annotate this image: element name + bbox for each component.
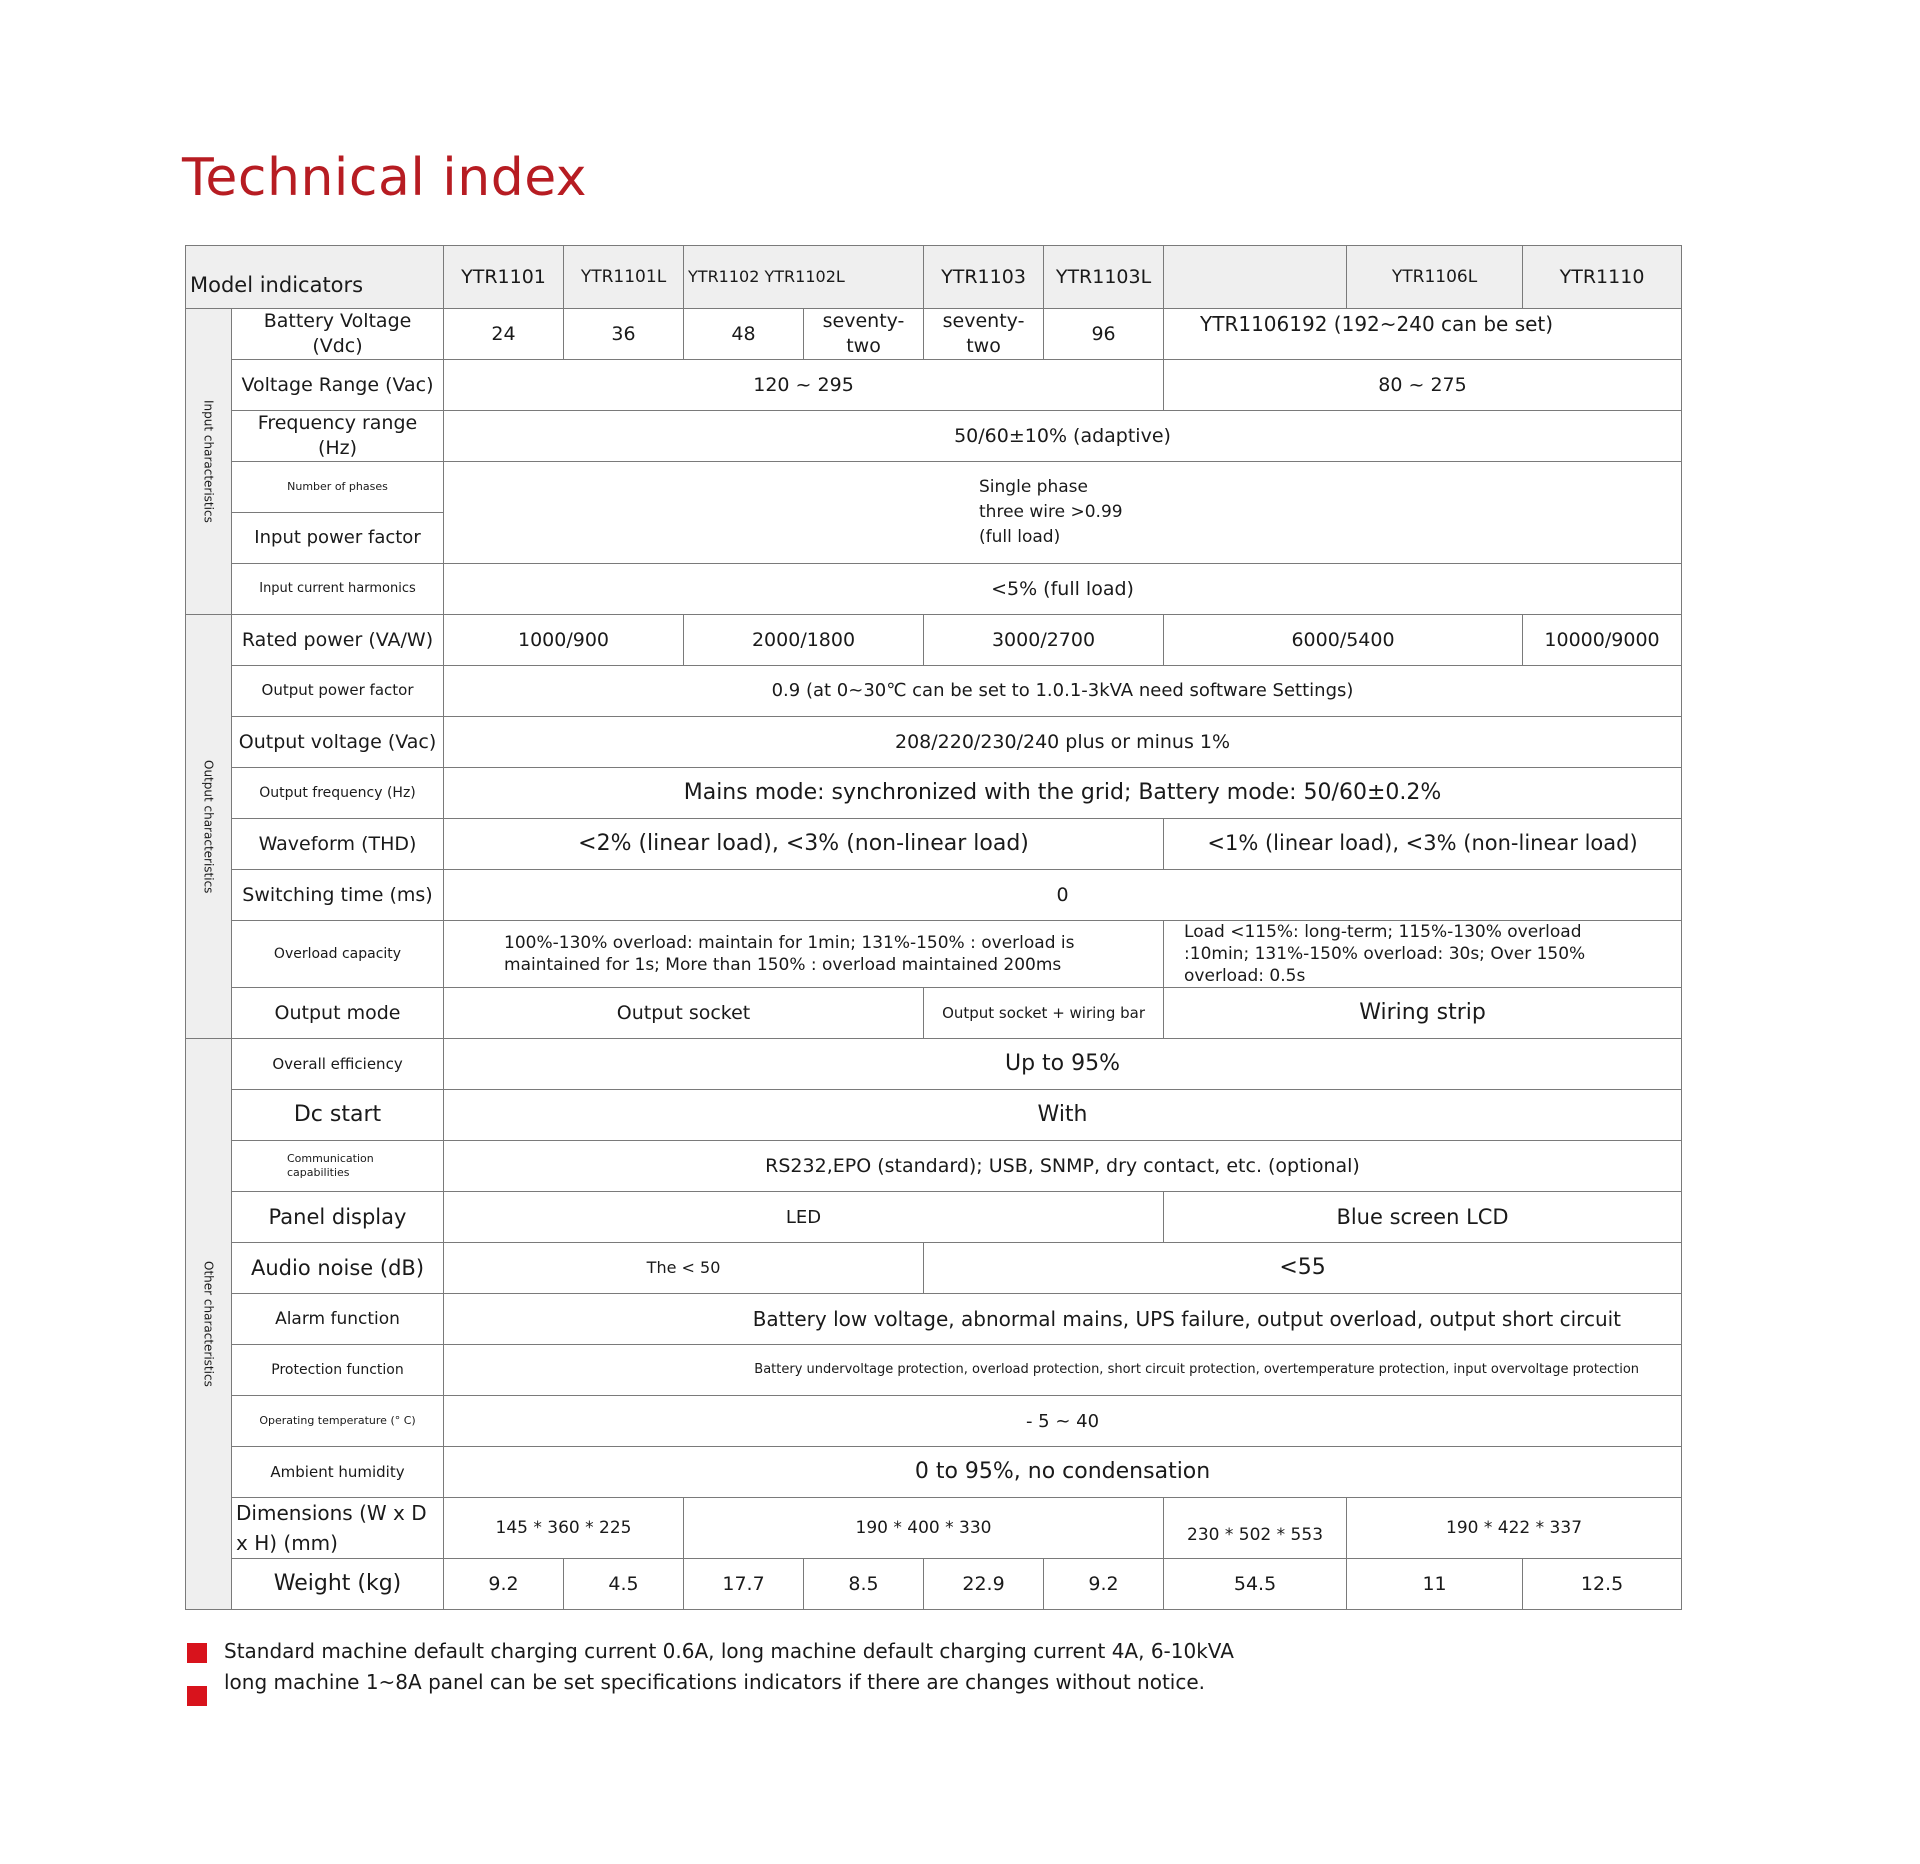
row-label: Overload capacity [232,921,444,988]
table-row [186,870,1682,921]
model-header: YTR1102 YTR1102L [684,246,924,309]
cell: 145 * 360 * 225 [444,1498,684,1559]
footnote-line: Standard machine default charging current 0.6A, long machine default charging current 4A, 6-10kVA [224,1639,1234,1663]
row-label: Weight (kg) [232,1559,444,1610]
cell: 2000/1800 [684,615,924,666]
table-row [186,1141,1682,1192]
table-row [186,360,1682,411]
cell: Load <115%: long-term; 115%-130% overload :10min; 131%-150% overload: 30s; Over 150% overload: 0.5s [1164,921,1682,988]
cell: Up to 95% [444,1039,1682,1090]
table-row [186,1559,1682,1610]
row-label: Panel display [232,1192,444,1243]
table-row [186,411,1682,462]
cell: Battery low voltage, abnormal mains, UPS failure, output overload, output short circuit [444,1294,1682,1345]
cell: 0 to 95%, no condensation [444,1447,1682,1498]
row-label: Dimensions (W x D x H) (mm) [232,1498,444,1559]
model-indicators-label: Model indicators [190,273,364,298]
row-label: Output mode [232,988,444,1039]
group-label: Input characteristics [201,400,216,523]
table-row [186,921,1682,988]
cell: Output socket + wiring bar [924,988,1164,1039]
cell: 12.5 [1523,1559,1682,1610]
cell: 230 * 502 * 553 [1164,1498,1347,1559]
cell: LED [444,1192,1164,1243]
cell: The < 50 [444,1243,924,1294]
row-label: Rated power (VA/W) [232,615,444,666]
cell: 9.2 [444,1559,564,1610]
group-output [186,615,232,1039]
row-label: Number of phases [232,462,444,513]
corner-cell [186,246,444,309]
cell: 24 [444,309,564,360]
page-title: Technical index [182,148,588,208]
cell: YTR1106192 (192~240 can be set) [1164,309,1682,360]
row-label: Overall efficiency [232,1039,444,1090]
table-row [186,462,1682,513]
cell: 50/60±10% (adaptive) [444,411,1682,462]
cell: <2% (linear load), <3% (non-linear load) [444,819,1164,870]
cell: Battery undervoltage protection, overload protection, short circuit protection, overtemperature protection, input overvoltage protection [444,1345,1682,1396]
cell: 11 [1347,1559,1523,1610]
row-label: Battery Voltage (Vdc) [232,309,444,360]
row-label: Input power factor [232,513,444,564]
cell: <5% (full load) [444,564,1682,615]
cell: 36 [564,309,684,360]
table-row [186,717,1682,768]
row-label: Frequency range (Hz) [232,411,444,462]
spec-table [185,245,1682,1610]
model-header: YTR1103L [1044,246,1164,309]
cell: RS232,EPO (standard); USB, SNMP, dry contact, etc. (optional) [444,1141,1682,1192]
table-row [186,1294,1682,1345]
row-label: Protection function [232,1345,444,1396]
cell: 80 ~ 275 [1164,360,1682,411]
table-row [186,1498,1682,1559]
cell: 100%-130% overload: maintain for 1min; 131%-150% : overload is maintained for 1s; More than 150% : overload maintained 200ms [444,921,1164,988]
table-row [186,1243,1682,1294]
cell: 8.5 [804,1559,924,1610]
cell [444,462,1682,564]
table-row [186,988,1682,1039]
table-row [186,768,1682,819]
row-label: Alarm function [232,1294,444,1345]
cell: 48 [684,309,804,360]
row-label: Waveform (THD) [232,819,444,870]
cell: 1000/900 [444,615,684,666]
cell: seventy-two [924,309,1044,360]
footnote-line: long machine 1~8A panel can be set specifications indicators if there are changes without notice. [224,1670,1206,1694]
model-header-empty [1164,246,1347,309]
row-label: Operating temperature (° C) [232,1396,444,1447]
model-header: YTR1106L [1347,246,1523,309]
table-row [186,1345,1682,1396]
cell: With [444,1090,1682,1141]
table-row [186,819,1682,870]
row-label: Output frequency (Hz) [232,768,444,819]
cell: 6000/5400 [1164,615,1523,666]
bullet-square-icon [187,1686,207,1706]
group-input [186,309,232,615]
header-row [186,246,1682,309]
cell: <1% (linear load), <3% (non-linear load) [1164,819,1682,870]
table-row [186,564,1682,615]
row-label: Switching time (ms) [232,870,444,921]
model-header: YTR1110 [1523,246,1682,309]
cell: 190 * 400 * 330 [684,1498,1164,1559]
row-label: Ambient humidity [232,1447,444,1498]
cell: seventy-two [804,309,924,360]
model-header: YTR1101L [564,246,684,309]
cell: 22.9 [924,1559,1044,1610]
bullet-square-icon [187,1643,207,1663]
cell: 0 [444,870,1682,921]
phases-value: Single phase three wire >0.99 (full load) [979,477,1123,547]
row-label: Voltage Range (Vac) [232,360,444,411]
table-row [186,1396,1682,1447]
row-label: Audio noise (dB) [232,1243,444,1294]
table-row [186,1039,1682,1090]
table-row [186,615,1682,666]
group-other [186,1039,232,1610]
cell: - 5 ~ 40 [444,1396,1682,1447]
cell: Blue screen LCD [1164,1192,1682,1243]
cell: 0.9 (at 0~30℃ can be set to 1.0.1-3kVA need software Settings) [444,666,1682,717]
cell: <55 [924,1243,1682,1294]
cell: 96 [1044,309,1164,360]
cell: 17.7 [684,1559,804,1610]
table-row [186,666,1682,717]
cell: 4.5 [564,1559,684,1610]
cell: 9.2 [1044,1559,1164,1610]
group-label: Other characteristics [201,1261,216,1388]
cell: 3000/2700 [924,615,1164,666]
row-label: Input current harmonics [232,564,444,615]
row-label: Communication capabilities [232,1141,444,1192]
cell: 190 * 422 * 337 [1347,1498,1682,1559]
cell: 10000/9000 [1523,615,1682,666]
cell: Mains mode: synchronized with the grid; Battery mode: 50/60±0.2% [444,768,1682,819]
table-row [186,1090,1682,1141]
table-row [186,1447,1682,1498]
table-row [186,1192,1682,1243]
cell: Wiring strip [1164,988,1682,1039]
group-label: Output characteristics [201,759,216,894]
table-row [186,309,1682,360]
cell: 208/220/230/240 plus or minus 1% [444,717,1682,768]
row-label: Output power factor [232,666,444,717]
row-label: Output voltage (Vac) [232,717,444,768]
row-label: Dc start [232,1090,444,1141]
model-header: YTR1103 [924,246,1044,309]
cell: 120 ~ 295 [444,360,1164,411]
cell: Output socket [444,988,924,1039]
cell: 54.5 [1164,1559,1347,1610]
model-header: YTR1101 [444,246,564,309]
footnotes [224,1636,1234,1698]
